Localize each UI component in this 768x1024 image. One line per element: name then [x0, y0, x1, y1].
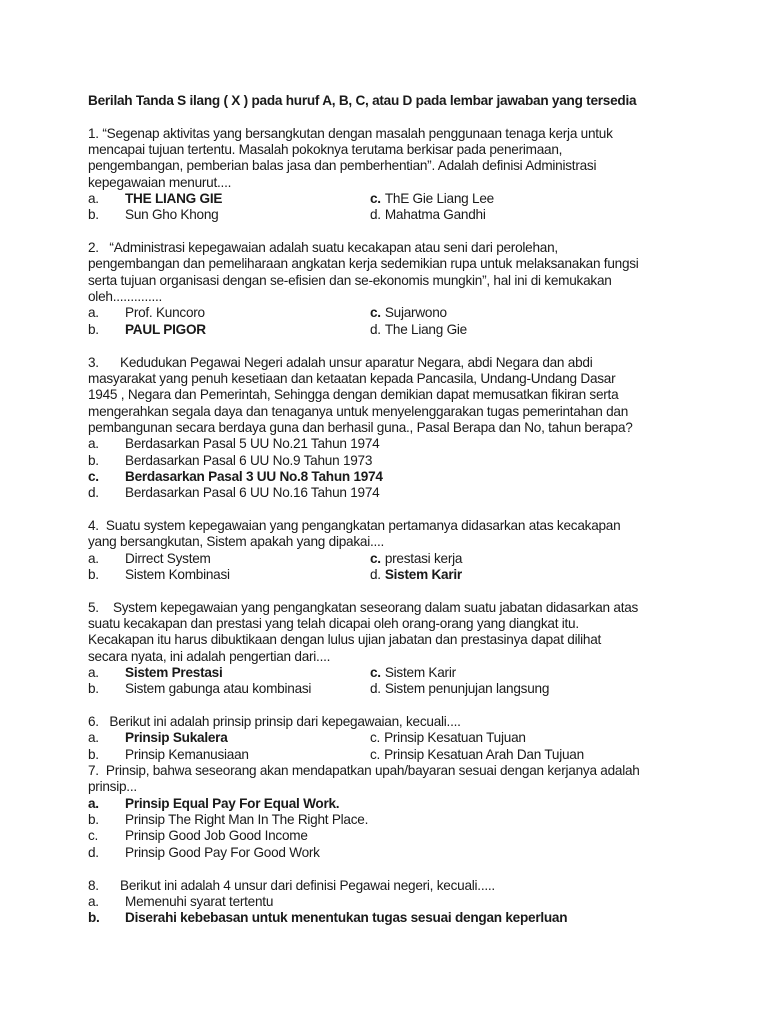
answer-option[interactable]	[88, 191, 370, 207]
option-text: Prinsip Equal Pay For Equal Work.	[125, 795, 340, 811]
option-row	[88, 436, 708, 452]
question-text-line: kepegawaian menurut....	[88, 174, 232, 190]
option-label: b.	[88, 452, 99, 468]
answer-option[interactable]	[88, 796, 339, 812]
option-row	[88, 747, 708, 763]
option-label: c.	[370, 191, 381, 207]
option-row	[88, 796, 708, 812]
option-label: b.	[88, 566, 99, 582]
question-4	[88, 518, 708, 583]
option-text: Berdasarkan Pasal 3 UU No.8 Tahun 1974	[125, 468, 383, 484]
option-text: Mahatma Gandhi	[384, 207, 486, 223]
option-text: Sistem Karir	[384, 665, 456, 681]
option-label: b.	[88, 746, 99, 762]
option-label: c.	[370, 305, 381, 321]
option-text: Sistem gabunga atau kombinasi	[125, 681, 312, 697]
option-row	[88, 812, 708, 828]
question-text-line: yang bersangkutan, Sistem apakah yang dipakai....	[88, 534, 385, 550]
question-6	[88, 714, 708, 763]
option-text: Sistem Karir	[384, 566, 462, 582]
option-row	[88, 910, 708, 926]
question-text-line: 4. Suatu system kepegawaian yang pengangkatan pertamanya didasarkan atas kecakapan	[88, 517, 621, 533]
option-label: b.	[88, 207, 99, 223]
option-text: Prinsip Kesatuan Tujuan	[384, 730, 526, 746]
answer-option[interactable]	[370, 730, 526, 746]
option-label: d.	[370, 566, 381, 582]
option-label: d.	[370, 681, 381, 697]
option-label: a.	[88, 436, 99, 452]
option-label: a.	[88, 795, 99, 811]
option-label: c.	[370, 550, 381, 566]
option-text: Berdasarkan Pasal 5 UU No.21 Tahun 1974	[125, 436, 380, 452]
answer-option[interactable]	[370, 191, 494, 207]
question-text-line: 6. Berikut ini adalah prinsip prinsip dari kepegawaian, kecuali....	[88, 714, 461, 730]
question-text-line: serta tujuan organisasi dengan se-efisien dan se-ekonomis mungkin”, hal ini di kemukakan	[88, 272, 612, 288]
question-text-line: Kecakapan itu harus dibuktikaan dengan lulus ujian jabatan dan prestasinya dapat dilihat	[88, 632, 602, 648]
option-label: c.	[88, 828, 99, 844]
question-list	[88, 126, 708, 927]
option-row	[88, 828, 708, 844]
answer-option[interactable]	[370, 681, 549, 697]
option-label: a.	[88, 305, 99, 321]
question-2	[88, 240, 708, 338]
question-text-line: 3. Kedudukan Pegawai Negeri adalah unsur aparatur Negara, abdi Negara dan abdi	[88, 354, 593, 370]
option-label: c.	[370, 730, 381, 746]
option-text: Berdasarkan Pasal 6 UU No.9 Tahun 1973	[125, 452, 373, 468]
option-text: Prinsip Sukalera	[125, 730, 228, 746]
option-label: a.	[88, 665, 99, 681]
option-label: d.	[370, 321, 381, 337]
answer-option[interactable]	[88, 567, 370, 583]
option-label: d.	[88, 485, 99, 501]
option-text: Prinsip Good Pay For Good Work	[125, 844, 320, 860]
option-text: Diserahi kebebasan untuk menentukan tugas sesuai dengan keperluan	[125, 910, 568, 926]
answer-option[interactable]	[88, 910, 567, 926]
answer-option[interactable]	[88, 322, 370, 338]
option-text: Prinsip Kesatuan Arah Dan Tujuan	[384, 746, 584, 762]
option-label: c.	[88, 468, 99, 484]
question-text-line: prinsip...	[88, 779, 137, 795]
option-text: Sun Gho Khong	[125, 207, 219, 223]
option-label: c.	[370, 746, 381, 762]
option-row	[88, 894, 708, 910]
option-text: Prof. Kuncoro	[125, 305, 205, 321]
question-text-line: masyarakat yang penuh kesetiaan dan ketaatan kepada Pancasila, Undang-Undang Dasar	[88, 370, 616, 386]
answer-option[interactable]	[370, 747, 584, 763]
option-text: Prinsip Kemanusiaan	[125, 746, 249, 762]
answer-option[interactable]	[370, 567, 462, 583]
option-row	[88, 665, 708, 681]
question-text-line: pengembangan, pemberian balas jasa dan pemberhentian”. Adalah definisi Administrasi	[88, 158, 597, 174]
answer-option[interactable]	[370, 322, 467, 338]
question-text-line: oleh..............	[88, 289, 163, 305]
option-text: ThE Gie Liang Lee	[384, 191, 494, 207]
option-row	[88, 681, 708, 697]
option-row	[88, 453, 708, 469]
option-label: b.	[88, 681, 99, 697]
option-text: THE LIANG GIE	[125, 191, 223, 207]
option-text: Sistem penunjujan langsung	[384, 681, 550, 697]
question-text-line: mengerahkan segala daya dan tenaganya untuk menyelenggarakan tugas pemerintahan dan	[88, 403, 629, 419]
question-text-line: 1945 , Negara dan Pemerintah, Sehingga dengan demikian dapat memusatkan fikiran serta	[88, 387, 619, 403]
answer-option[interactable]	[88, 845, 320, 861]
question-text-line: 7. Prinsip, bahwa seseorang akan mendapatkan upah/bayaran sesuai dengan kerjanya adalah	[88, 763, 640, 779]
option-row	[88, 551, 708, 567]
question-text-line: pengembangan dan pemeliharaan angkatan kerja sedemikian rupa untuk melaksanakan fungsi	[88, 256, 639, 272]
option-label: a.	[88, 893, 99, 909]
option-label: a.	[88, 550, 99, 566]
option-label: b.	[88, 910, 100, 926]
option-row	[88, 191, 708, 207]
question-text-line: secara nyata, ini adalah pengertian dari....	[88, 648, 331, 664]
option-text: Sujarwono	[384, 305, 447, 321]
question-5	[88, 600, 708, 698]
option-row	[88, 567, 708, 583]
option-text: Prinsip The Right Man In The Right Place.	[125, 812, 369, 828]
option-text: The Liang Gie	[384, 321, 467, 337]
answer-option[interactable]	[88, 828, 308, 844]
option-row	[88, 730, 708, 746]
question-text-line: suatu kecakapan dan prestasi yang telah dicapai oleh orang-orang yang diangkat itu.	[88, 616, 579, 631]
option-label: c.	[370, 665, 381, 681]
option-row	[88, 485, 708, 501]
question-text-line: 5. System kepegawaian yang pengangkatan seseorang dalam suatu jabatan didasarkan atas	[88, 599, 639, 615]
answer-option[interactable]	[88, 812, 368, 828]
option-text: Sistem Prestasi	[125, 665, 223, 681]
answer-option[interactable]	[370, 551, 462, 567]
option-label: d.	[88, 844, 99, 860]
question-text-line: 1. “Segenap aktivitas yang bersangkutan dengan masalah penggunaan tenaga kerja untuk	[88, 125, 613, 141]
option-label: a.	[88, 730, 99, 746]
answer-option[interactable]	[88, 485, 380, 501]
option-row	[88, 845, 708, 861]
question-3	[88, 355, 708, 502]
option-row	[88, 305, 708, 321]
answer-option[interactable]	[88, 894, 273, 910]
question-text-line: 2. “Administrasi kepegawaian adalah suatu kecakapan atau seni dari perolehan,	[88, 240, 558, 256]
answer-option[interactable]	[88, 453, 372, 469]
question-text-line: pembangunan secara berdaya guna dan berhasil guna., Pasal Berapa dan No, tahun berapa?	[88, 419, 633, 435]
option-text: Berdasarkan Pasal 6 UU No.16 Tahun 1974	[125, 485, 380, 501]
option-text: Dirrect System	[125, 550, 211, 566]
answer-option[interactable]	[370, 305, 447, 321]
answer-option[interactable]	[88, 681, 370, 697]
option-text: Memenuhi syarat tertentu	[125, 893, 274, 909]
option-text: Sistem Kombinasi	[125, 566, 230, 582]
exam-document	[88, 93, 708, 943]
answer-option[interactable]	[88, 730, 370, 746]
question-1	[88, 126, 708, 224]
answer-option[interactable]	[88, 551, 370, 567]
answer-option[interactable]	[88, 747, 370, 763]
answer-option[interactable]	[88, 436, 380, 452]
question-7	[88, 763, 708, 861]
option-label: b.	[88, 812, 99, 828]
option-row	[88, 207, 708, 223]
question-text-line: 8. Berikut ini adalah 4 unsur dari definisi Pegawai negeri, kecuali.....	[88, 877, 495, 893]
answer-option[interactable]	[88, 469, 383, 485]
question-text-line: mencapai tujuan tertentu. Masalah pokoknya terutama berkisar pada penerimaan,	[88, 142, 563, 158]
answer-option[interactable]	[88, 665, 370, 681]
option-text: prestasi kerja	[384, 550, 463, 566]
option-label: a.	[88, 191, 99, 207]
answer-option[interactable]	[88, 207, 370, 223]
option-row	[88, 469, 708, 485]
option-text: Prinsip Good Job Good Income	[125, 828, 308, 844]
option-label: b.	[88, 321, 99, 337]
option-label: d.	[370, 207, 381, 223]
answer-option[interactable]	[370, 207, 486, 223]
answer-option[interactable]	[370, 665, 456, 681]
answer-option[interactable]	[88, 305, 370, 321]
option-row	[88, 322, 708, 338]
option-text: PAUL PIGOR	[125, 321, 206, 337]
instructions-heading: Berilah Tanda S ilang ( X ) pada huruf A, B, C, atau D pada lembar jawaban yang tersedia	[88, 93, 637, 108]
question-8	[88, 878, 708, 927]
